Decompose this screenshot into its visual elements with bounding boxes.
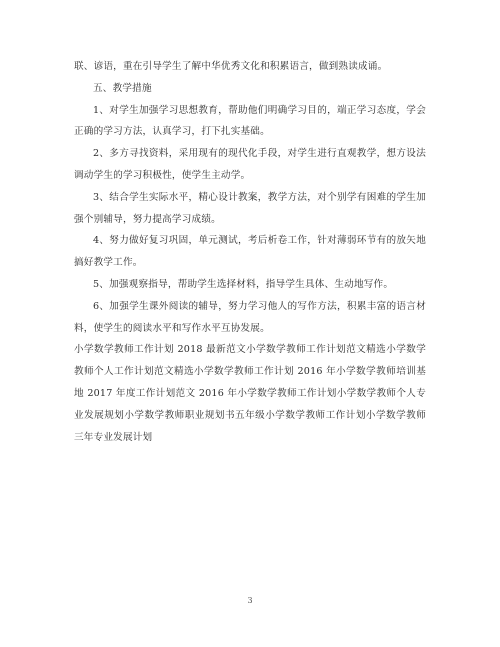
measure-item-6: 6、加强学生课外阅读的辅导，努力学习他人的写作方法，积累丰富的语言材料，使学生的阅读水平和写作水平互协发展。 [74,300,426,334]
measure-item-1: 1、对学生加强学习思想教育，帮助他们明确学习目的，端正学习态度，学会正确的学习方法，认真学习，打下扎实基础。 [74,104,426,138]
related-articles-text: 小学数学教师工作计划 2018 最新范文小学数学教师工作计划范文精选小学数学教师个人工作计划范文精选小学数学教师工作计划 2016 年小学数学教师培训基地 2017 年度工作计划范文 2016 年小学数学教师工作计划小学数学教师个人专业发展规划小学数学教师职业规划书五年级小学数学教师工作计划小学数学教师三年专业发展计划 [74,344,426,443]
page-number: 3 [247,596,253,605]
body-text [74,56,426,448]
measure-item-4: 4、努力做好复习巩固，单元测试，考后析卷工作，针对薄弱环节有的放矢地搞好教学工作。 [74,235,426,269]
measure-item-2: 2、多方寻找资料，采用现有的现代化手段，对学生进行直观教学，想方设法调动学生的学习积极性，使学生主动学。 [74,148,426,181]
measure-item-3: 3、结合学生实际水平，精心设计教案，教学方法，对个别学有困难的学生加强个别辅导，努力提高学习成绩。 [74,191,426,225]
section-heading: 五、教学措施 [93,82,152,94]
paragraph-continuation: 联、谚语，重在引导学生了解中华优秀文化和积累语言，做到熟读成诵。 [74,61,388,72]
measure-item-5: 5、加强观察指导，帮助学生选择材料，指导学生具体、生动地写作。 [93,278,394,290]
